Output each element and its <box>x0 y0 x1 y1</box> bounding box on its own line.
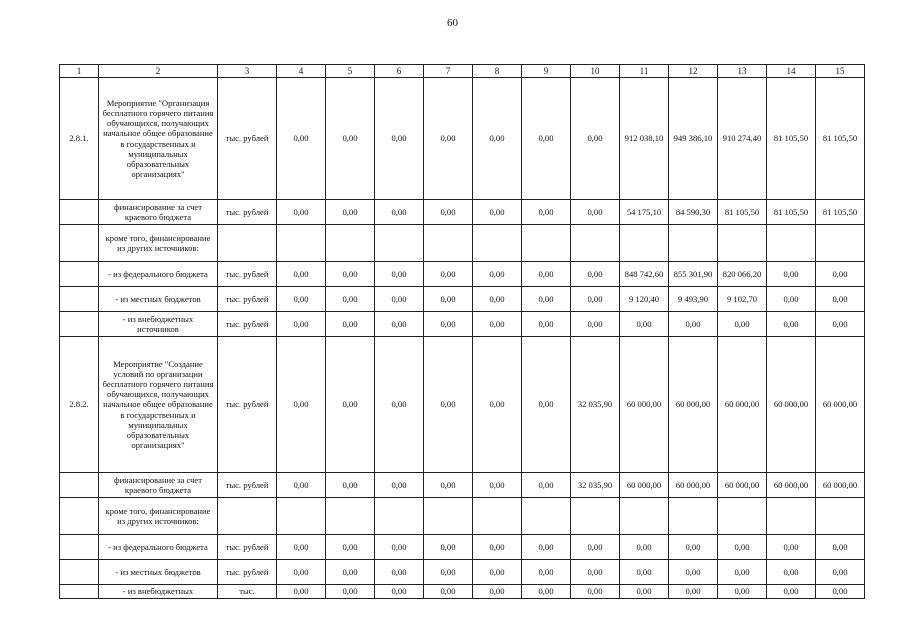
value-cell: 0,00 <box>375 585 424 599</box>
value-cell <box>326 225 375 262</box>
row-unit: тыс. рублей <box>218 535 277 560</box>
row-number <box>60 312 99 337</box>
value-cell: 0,00 <box>816 535 865 560</box>
value-cell: 0,00 <box>718 312 767 337</box>
value-cell: 0,00 <box>424 78 473 200</box>
table-row <box>60 473 865 498</box>
value-cell <box>277 498 326 535</box>
row-number: 2.8.1. <box>60 78 99 200</box>
value-cell: 32 035,90 <box>571 337 620 473</box>
table-row <box>60 287 865 312</box>
row-description: - из федерального бюджета <box>99 535 218 560</box>
table-row <box>60 337 865 473</box>
column-header: 4 <box>277 65 326 78</box>
value-cell: 0,00 <box>669 535 718 560</box>
value-cell: 0,00 <box>473 585 522 599</box>
value-cell <box>718 225 767 262</box>
value-cell: 0,00 <box>669 312 718 337</box>
value-cell: 0,00 <box>522 337 571 473</box>
value-cell: 0,00 <box>277 585 326 599</box>
value-cell: 0,00 <box>375 337 424 473</box>
value-cell <box>326 498 375 535</box>
value-cell: 0,00 <box>669 560 718 585</box>
row-unit: тыс. рублей <box>218 200 277 225</box>
value-cell: 0,00 <box>571 585 620 599</box>
value-cell: 0,00 <box>522 78 571 200</box>
row-number <box>60 585 99 599</box>
value-cell: 0,00 <box>473 535 522 560</box>
column-header: 12 <box>669 65 718 78</box>
row-number <box>60 287 99 312</box>
value-cell: 0,00 <box>473 200 522 225</box>
table-row <box>60 262 865 287</box>
row-unit: тыс. рублей <box>218 560 277 585</box>
value-cell: 0,00 <box>375 200 424 225</box>
value-cell: 0,00 <box>326 473 375 498</box>
value-cell: 60 000,00 <box>767 337 816 473</box>
row-number <box>60 498 99 535</box>
value-cell: 0,00 <box>375 262 424 287</box>
value-cell: 0,00 <box>375 78 424 200</box>
value-cell: 0,00 <box>326 287 375 312</box>
page-number: 60 <box>447 17 458 29</box>
value-cell: 0,00 <box>669 585 718 599</box>
value-cell <box>571 225 620 262</box>
value-cell: 0,00 <box>326 337 375 473</box>
value-cell: 0,00 <box>571 312 620 337</box>
value-cell: 60 000,00 <box>718 473 767 498</box>
value-cell: 9 493,90 <box>669 287 718 312</box>
value-cell <box>424 225 473 262</box>
table-row <box>60 585 865 599</box>
value-cell: 81 105,50 <box>767 78 816 200</box>
table-row <box>60 535 865 560</box>
value-cell: 0,00 <box>473 473 522 498</box>
table-row <box>60 312 865 337</box>
value-cell: 60 000,00 <box>620 473 669 498</box>
table-row <box>60 78 865 200</box>
value-cell: 0,00 <box>277 200 326 225</box>
value-cell <box>375 225 424 262</box>
row-number <box>60 535 99 560</box>
row-number <box>60 262 99 287</box>
value-cell: 0,00 <box>522 535 571 560</box>
value-cell <box>620 498 669 535</box>
column-header: 1 <box>60 65 99 78</box>
value-cell: 9 120,40 <box>620 287 669 312</box>
value-cell: 0,00 <box>718 535 767 560</box>
value-cell: 0,00 <box>277 287 326 312</box>
value-cell: 0,00 <box>767 262 816 287</box>
value-cell: 81 105,50 <box>718 200 767 225</box>
column-header: 2 <box>99 65 218 78</box>
value-cell: 60 000,00 <box>816 473 865 498</box>
value-cell: 0,00 <box>277 312 326 337</box>
value-cell: 0,00 <box>326 560 375 585</box>
value-cell: 855 301,90 <box>669 262 718 287</box>
value-cell <box>473 498 522 535</box>
row-description: - из местных бюджетов <box>99 560 218 585</box>
value-cell: 0,00 <box>277 535 326 560</box>
value-cell: 0,00 <box>424 560 473 585</box>
row-unit: тыс. рублей <box>218 473 277 498</box>
value-cell: 0,00 <box>424 535 473 560</box>
value-cell: 0,00 <box>424 262 473 287</box>
value-cell: 0,00 <box>473 78 522 200</box>
row-number <box>60 473 99 498</box>
value-cell: 0,00 <box>277 262 326 287</box>
value-cell: 0,00 <box>522 200 571 225</box>
value-cell: 0,00 <box>620 585 669 599</box>
value-cell: 0,00 <box>326 262 375 287</box>
value-cell: 0,00 <box>571 287 620 312</box>
value-cell: 0,00 <box>571 560 620 585</box>
value-cell: 32 035,90 <box>571 473 620 498</box>
table-row <box>60 498 865 535</box>
column-header: 9 <box>522 65 571 78</box>
value-cell <box>375 498 424 535</box>
value-cell <box>767 225 816 262</box>
value-cell <box>277 225 326 262</box>
column-header: 8 <box>473 65 522 78</box>
value-cell: 0,00 <box>816 312 865 337</box>
value-cell: 0,00 <box>277 473 326 498</box>
table-row <box>60 225 865 262</box>
table-row <box>60 560 865 585</box>
table-row <box>60 200 865 225</box>
value-cell: 0,00 <box>522 312 571 337</box>
value-cell: 81 105,50 <box>816 200 865 225</box>
budget-table <box>59 64 865 599</box>
value-cell: 60 000,00 <box>816 337 865 473</box>
value-cell: 0,00 <box>767 535 816 560</box>
value-cell: 0,00 <box>620 535 669 560</box>
value-cell: 820 066,20 <box>718 262 767 287</box>
value-cell <box>620 225 669 262</box>
row-number <box>60 225 99 262</box>
value-cell: 0,00 <box>522 473 571 498</box>
row-unit: тыс. рублей <box>218 262 277 287</box>
value-cell: 0,00 <box>767 312 816 337</box>
value-cell: 0,00 <box>620 312 669 337</box>
value-cell: 0,00 <box>277 560 326 585</box>
value-cell: 9 102,70 <box>718 287 767 312</box>
row-description: - из внебюджетных <box>99 585 218 599</box>
value-cell: 0,00 <box>473 287 522 312</box>
value-cell: 81 105,50 <box>767 200 816 225</box>
value-cell: 0,00 <box>473 262 522 287</box>
value-cell: 0,00 <box>767 560 816 585</box>
value-cell: 0,00 <box>522 560 571 585</box>
column-header: 6 <box>375 65 424 78</box>
value-cell: 0,00 <box>522 287 571 312</box>
row-description: финансирование за счет краевого бюджета <box>99 200 218 225</box>
value-cell: 0,00 <box>375 287 424 312</box>
value-cell <box>424 498 473 535</box>
value-cell: 912 038,10 <box>620 78 669 200</box>
value-cell: 0,00 <box>424 585 473 599</box>
value-cell: 0,00 <box>424 200 473 225</box>
row-number <box>60 200 99 225</box>
value-cell: 910 274,40 <box>718 78 767 200</box>
row-description: финансирование за счет краевого бюджета <box>99 473 218 498</box>
value-cell: 0,00 <box>326 200 375 225</box>
value-cell: 0,00 <box>473 337 522 473</box>
row-unit: тыс. <box>218 585 277 599</box>
value-cell: 0,00 <box>326 535 375 560</box>
value-cell: 0,00 <box>571 535 620 560</box>
row-unit: тыс. рублей <box>218 337 277 473</box>
value-cell: 60 000,00 <box>718 337 767 473</box>
value-cell: 0,00 <box>277 337 326 473</box>
value-cell: 0,00 <box>424 473 473 498</box>
value-cell: 54 175,10 <box>620 200 669 225</box>
value-cell: 60 000,00 <box>767 473 816 498</box>
value-cell: 949 386,10 <box>669 78 718 200</box>
value-cell <box>473 225 522 262</box>
value-cell: 0,00 <box>522 262 571 287</box>
row-unit: тыс. рублей <box>218 287 277 312</box>
row-description: - из федерального бюджета <box>99 262 218 287</box>
value-cell: 0,00 <box>326 312 375 337</box>
value-cell: 0,00 <box>375 312 424 337</box>
value-cell: 0,00 <box>277 78 326 200</box>
value-cell: 60 000,00 <box>669 337 718 473</box>
value-cell <box>669 225 718 262</box>
value-cell: 0,00 <box>375 560 424 585</box>
value-cell: 0,00 <box>326 78 375 200</box>
row-unit: тыс. рублей <box>218 312 277 337</box>
value-cell: 0,00 <box>571 78 620 200</box>
value-cell <box>522 225 571 262</box>
value-cell: 0,00 <box>424 287 473 312</box>
value-cell: 0,00 <box>620 560 669 585</box>
column-header: 7 <box>424 65 473 78</box>
value-cell: 0,00 <box>816 560 865 585</box>
column-header: 15 <box>816 65 865 78</box>
column-header: 14 <box>767 65 816 78</box>
header-row <box>60 65 865 78</box>
value-cell: 0,00 <box>375 535 424 560</box>
value-cell: 0,00 <box>816 262 865 287</box>
row-unit <box>218 225 277 262</box>
value-cell: 0,00 <box>326 585 375 599</box>
value-cell <box>522 498 571 535</box>
value-cell: 0,00 <box>424 337 473 473</box>
value-cell: 0,00 <box>816 287 865 312</box>
value-cell: 0,00 <box>522 585 571 599</box>
row-unit: тыс. рублей <box>218 78 277 200</box>
row-description: кроме того, финансирование из других источников: <box>99 498 218 535</box>
value-cell: 84 590,30 <box>669 200 718 225</box>
column-header: 13 <box>718 65 767 78</box>
value-cell: 0,00 <box>473 312 522 337</box>
value-cell: 0,00 <box>375 473 424 498</box>
value-cell: 60 000,00 <box>620 337 669 473</box>
value-cell: 81 105,50 <box>816 78 865 200</box>
value-cell: 0,00 <box>571 200 620 225</box>
value-cell: 848 742,60 <box>620 262 669 287</box>
value-cell <box>767 498 816 535</box>
value-cell: 0,00 <box>718 560 767 585</box>
value-cell: 0,00 <box>767 585 816 599</box>
value-cell: 0,00 <box>424 312 473 337</box>
row-number <box>60 560 99 585</box>
value-cell <box>816 225 865 262</box>
value-cell <box>571 498 620 535</box>
value-cell <box>669 498 718 535</box>
row-description: Мероприятие "Создание условий по организации бесплатного горячего питания обучающихся, получающих начальное общее образование в государственных и муниципальных образовательных организациях" <box>99 337 218 473</box>
row-number: 2.8.2. <box>60 337 99 473</box>
column-header: 5 <box>326 65 375 78</box>
row-description: - из местных бюджетов <box>99 287 218 312</box>
table-body <box>60 78 865 599</box>
row-description: кроме того, финансирование из других источников: <box>99 225 218 262</box>
value-cell: 0,00 <box>816 585 865 599</box>
row-description: - из внебюджетных источников <box>99 312 218 337</box>
value-cell: 60 000,00 <box>669 473 718 498</box>
value-cell <box>816 498 865 535</box>
column-header: 3 <box>218 65 277 78</box>
value-cell: 0,00 <box>571 262 620 287</box>
column-header: 10 <box>571 65 620 78</box>
value-cell: 0,00 <box>473 560 522 585</box>
column-header: 11 <box>620 65 669 78</box>
value-cell: 0,00 <box>718 585 767 599</box>
row-unit <box>218 498 277 535</box>
value-cell <box>718 498 767 535</box>
value-cell: 0,00 <box>767 287 816 312</box>
row-description: Мероприятие "Организация бесплатного горячего питания обучающихся, получающих начальное общее образование в государственных и муниципальных образовательных организациях" <box>99 78 218 200</box>
